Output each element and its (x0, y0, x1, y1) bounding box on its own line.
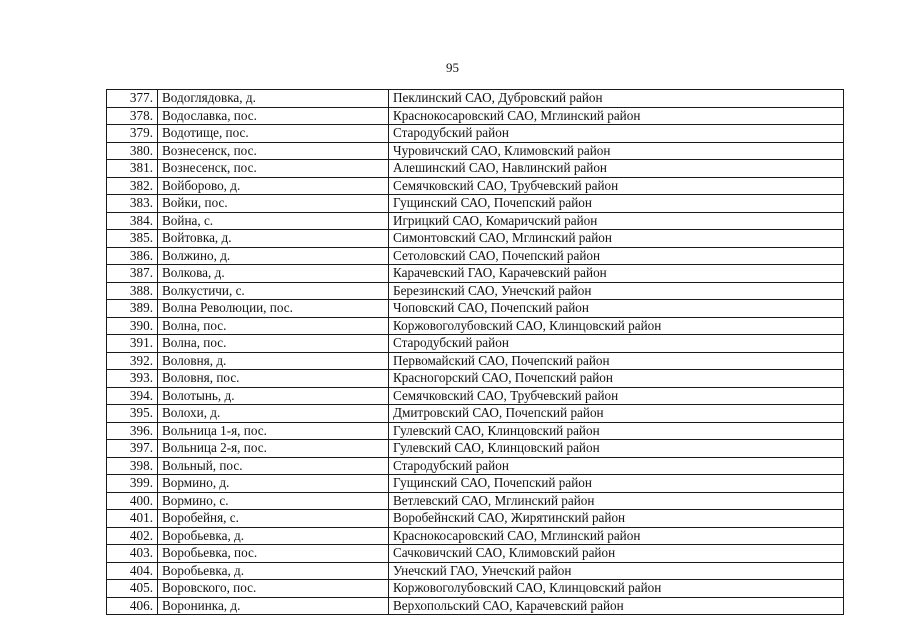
table-row (107, 440, 844, 458)
settlement-name: Войборово, д. (158, 177, 389, 195)
row-number: 381. (107, 160, 158, 178)
settlement-name: Волжино, д. (158, 247, 389, 265)
district-name: Алешинский САО, Навлинский район (389, 160, 844, 178)
row-number: 379. (107, 125, 158, 143)
settlement-name: Война, с. (158, 212, 389, 230)
district-name: Семячковский САО, Трубчевский район (389, 177, 844, 195)
row-number: 382. (107, 177, 158, 195)
settlement-name: Волотынь, д. (158, 387, 389, 405)
table-row (107, 580, 844, 598)
settlement-name: Волкустичи, с. (158, 282, 389, 300)
table-row (107, 527, 844, 545)
table-row (107, 405, 844, 423)
table-row (107, 230, 844, 248)
district-name: Чуровичский САО, Климовский район (389, 142, 844, 160)
row-number: 402. (107, 527, 158, 545)
settlement-name: Воробейня, с. (158, 510, 389, 528)
row-number: 392. (107, 352, 158, 370)
table-row (107, 107, 844, 125)
row-number: 388. (107, 282, 158, 300)
district-name: Коржовоголубовский САО, Клинцовский район (389, 580, 844, 598)
district-name: Воробейнский САО, Жирятинский район (389, 510, 844, 528)
settlement-name: Войтовка, д. (158, 230, 389, 248)
district-name: Красногорский САО, Почепский район (389, 370, 844, 388)
district-name: Сетоловский САО, Почепский район (389, 247, 844, 265)
table-row (107, 125, 844, 143)
row-number: 398. (107, 457, 158, 475)
table-row (107, 335, 844, 353)
district-name: Стародубский район (389, 125, 844, 143)
table-row (107, 510, 844, 528)
table-row (107, 212, 844, 230)
row-number: 403. (107, 545, 158, 563)
settlement-name: Вольница 1-я, пос. (158, 422, 389, 440)
settlement-name: Вольница 2-я, пос. (158, 440, 389, 458)
district-name: Карачевский ГАО, Карачевский район (389, 265, 844, 283)
table-row (107, 562, 844, 580)
row-number: 384. (107, 212, 158, 230)
table-row (107, 317, 844, 335)
district-name: Коржовоголубовский САО, Клинцовский район (389, 317, 844, 335)
district-name: Стародубский район (389, 335, 844, 353)
district-name: Семячковский САО, Трубчевский район (389, 387, 844, 405)
settlement-name: Волна, пос. (158, 335, 389, 353)
table-row (107, 177, 844, 195)
settlement-name: Воробьевка, д. (158, 527, 389, 545)
table-row (107, 160, 844, 178)
page-number: 95 (446, 60, 459, 75)
row-number: 385. (107, 230, 158, 248)
settlement-name: Водославка, пос. (158, 107, 389, 125)
table-row (107, 282, 844, 300)
row-number: 377. (107, 90, 158, 108)
table-row (107, 457, 844, 475)
table-row (107, 475, 844, 493)
settlement-name: Вознесенск, пос. (158, 160, 389, 178)
settlement-name: Волохи, д. (158, 405, 389, 423)
district-name: Игрицкий САО, Комаричский район (389, 212, 844, 230)
row-number: 383. (107, 195, 158, 213)
district-name: Березинский САО, Унечский район (389, 282, 844, 300)
row-number: 405. (107, 580, 158, 598)
settlement-name: Воробьевка, д. (158, 562, 389, 580)
row-number: 401. (107, 510, 158, 528)
district-name: Унечский ГАО, Унечский район (389, 562, 844, 580)
row-number: 400. (107, 492, 158, 510)
table-row (107, 247, 844, 265)
row-number: 404. (107, 562, 158, 580)
district-name: Чоповский САО, Почепский район (389, 300, 844, 318)
settlements-table (106, 89, 844, 615)
row-number: 387. (107, 265, 158, 283)
row-number: 399. (107, 475, 158, 493)
row-number: 396. (107, 422, 158, 440)
row-number: 394. (107, 387, 158, 405)
row-number: 389. (107, 300, 158, 318)
settlement-name: Воронинка, д. (158, 597, 389, 615)
settlement-name: Воловня, пос. (158, 370, 389, 388)
settlement-name: Вольный, пос. (158, 457, 389, 475)
table-row (107, 545, 844, 563)
settlement-name: Вормино, с. (158, 492, 389, 510)
district-name: Гущинский САО, Почепский район (389, 475, 844, 493)
district-name: Гущинский САО, Почепский район (389, 195, 844, 213)
district-name: Ветлевский САО, Мглинский район (389, 492, 844, 510)
table-row (107, 142, 844, 160)
district-name: Краснокосаровский САО, Мглинский район (389, 527, 844, 545)
table-row (107, 300, 844, 318)
table-row (107, 352, 844, 370)
table-row (107, 265, 844, 283)
district-name: Симонтовский САО, Мглинский район (389, 230, 844, 248)
district-name: Краснокосаровский САО, Мглинский район (389, 107, 844, 125)
settlement-name: Волна Революции, пос. (158, 300, 389, 318)
table-row (107, 370, 844, 388)
district-name: Верхопольский САО, Карачевский район (389, 597, 844, 615)
settlement-name: Водоглядовка, д. (158, 90, 389, 108)
row-number: 386. (107, 247, 158, 265)
settlement-name: Вормино, д. (158, 475, 389, 493)
row-number: 378. (107, 107, 158, 125)
table-row (107, 195, 844, 213)
settlement-name: Водотище, пос. (158, 125, 389, 143)
district-name: Сачковичский САО, Климовский район (389, 545, 844, 563)
settlement-name: Воровского, пос. (158, 580, 389, 598)
table-row (107, 90, 844, 108)
district-name: Дмитровский САО, Почепский район (389, 405, 844, 423)
table-row (107, 492, 844, 510)
district-name: Первомайский САО, Почепский район (389, 352, 844, 370)
row-number: 393. (107, 370, 158, 388)
settlement-name: Вознесенск, пос. (158, 142, 389, 160)
district-name: Пеклинский САО, Дубровский район (389, 90, 844, 108)
table-row (107, 387, 844, 405)
row-number: 380. (107, 142, 158, 160)
row-number: 390. (107, 317, 158, 335)
settlement-name: Волкова, д. (158, 265, 389, 283)
table-row (107, 597, 844, 615)
district-name: Стародубский район (389, 457, 844, 475)
district-name: Гулевский САО, Клинцовский район (389, 440, 844, 458)
row-number: 395. (107, 405, 158, 423)
table-row (107, 422, 844, 440)
settlement-name: Войки, пос. (158, 195, 389, 213)
row-number: 397. (107, 440, 158, 458)
settlement-name: Воловня, д. (158, 352, 389, 370)
row-number: 391. (107, 335, 158, 353)
district-name: Гулевский САО, Клинцовский район (389, 422, 844, 440)
row-number: 406. (107, 597, 158, 615)
settlement-name: Воробьевка, пос. (158, 545, 389, 563)
settlement-name: Волна, пос. (158, 317, 389, 335)
table-body (107, 90, 844, 615)
